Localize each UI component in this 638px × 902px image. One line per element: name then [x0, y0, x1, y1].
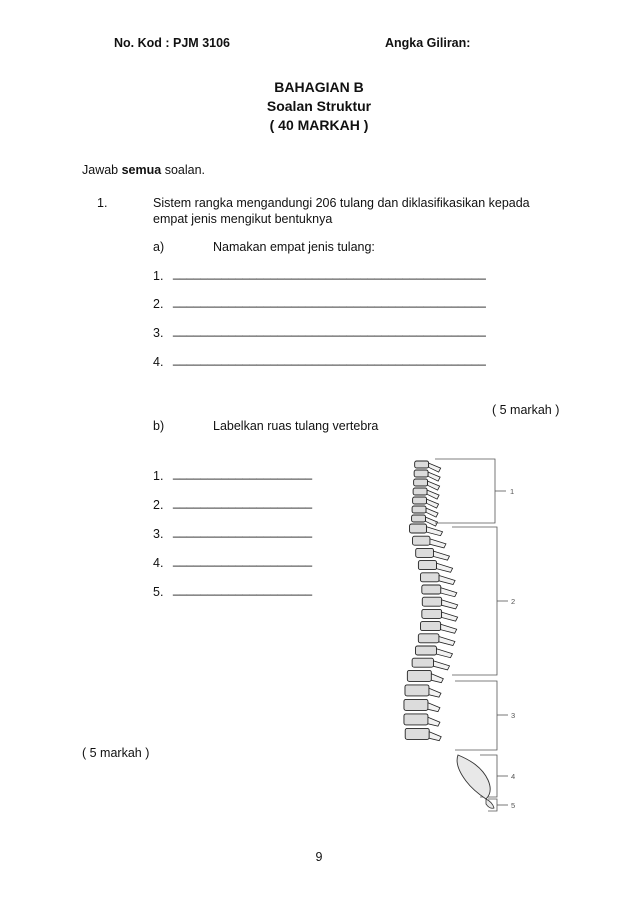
part-b-answer-num: 4.	[153, 556, 164, 570]
vertebra-body	[404, 714, 428, 725]
vertebra-body	[420, 622, 440, 631]
part-b-answer-num: 5.	[153, 585, 164, 599]
question-text-line1: Sistem rangka mengandungi 206 tulang dan diklasifikasikan kepada	[153, 196, 530, 210]
part-b-answer-num: 3.	[153, 527, 164, 541]
part-b-answer-line[interactable]: ____________________	[173, 466, 313, 480]
part-a-answer-num: 2.	[153, 297, 164, 311]
part-a-label: a)	[153, 240, 165, 254]
vertebra-body	[412, 658, 433, 667]
vertebra-spinous-process	[428, 717, 440, 726]
vertebra-spinous-process	[441, 624, 457, 633]
vertebra-body	[410, 524, 427, 533]
question-number: 1.	[97, 196, 108, 210]
vertebra-body	[414, 479, 428, 486]
vertebra-spinous-process	[431, 674, 443, 683]
part-b-answer-line[interactable]: ____________________	[173, 524, 313, 538]
vertebra-body	[418, 634, 439, 643]
vertebra-spinous-process	[429, 688, 441, 697]
region-label-1: 1	[510, 487, 515, 496]
vertebra-spinous-process	[428, 472, 440, 481]
region-label-3: 3	[511, 711, 516, 720]
part-b-answer-line[interactable]: ____________________	[173, 582, 313, 596]
vertebra-spinous-process	[428, 481, 440, 490]
bracket-thoracic	[452, 527, 497, 675]
region-labels	[510, 487, 515, 810]
vertebra-spinous-process	[427, 490, 439, 499]
part-b-answer-line[interactable]: ____________________	[173, 553, 313, 567]
vertebra-spinous-process	[426, 508, 438, 517]
vertebra-spinous-process	[429, 732, 441, 741]
part-a-answer-num: 1.	[153, 269, 164, 283]
vertebra-body	[420, 573, 439, 582]
angka-giliran-label: Angka Giliran:	[385, 36, 471, 50]
vertebra-spinous-process	[433, 551, 449, 560]
region-label-5: 5	[511, 801, 516, 810]
instruction	[82, 163, 205, 177]
sacrum	[457, 755, 490, 799]
part-a-answer-num: 4.	[153, 355, 164, 369]
section-title: BAHAGIAN B	[274, 79, 364, 95]
page-number: 9	[315, 850, 323, 864]
vertebra-body	[415, 461, 429, 468]
part-a-marks: ( 5 markah )	[492, 403, 560, 417]
vertebra-spinous-process	[437, 563, 453, 572]
part-a-answer-line[interactable]: _____________________________________________	[173, 294, 486, 308]
vertebra-spinous-process	[439, 576, 455, 585]
vertebra-body	[404, 699, 428, 710]
vertebra-body	[413, 497, 427, 504]
instruction-suffix: soalan.	[161, 163, 205, 177]
vertebra-body	[418, 561, 436, 570]
vertebra-spinous-process	[434, 661, 450, 670]
vertebra-body	[412, 515, 426, 522]
vertebra-spinous-process	[429, 463, 441, 472]
question-text-line2: empat jenis mengikut bentuknya	[153, 212, 333, 226]
vertebral-column-diagram	[400, 455, 540, 815]
bracket-cervical	[435, 459, 495, 523]
vertebra-body	[405, 728, 429, 739]
vertebra-spinous-process	[442, 600, 458, 609]
vertebra-body	[413, 488, 427, 495]
part-b-label: b)	[153, 419, 165, 433]
vertebra-body	[414, 470, 428, 477]
bracket-lumbar	[455, 681, 497, 750]
vertebrae	[404, 461, 458, 741]
part-b-answer-line[interactable]: ____________________	[173, 495, 313, 509]
coccyx	[486, 799, 494, 808]
vertebra-spinous-process	[427, 499, 439, 508]
vertebra-body	[422, 585, 441, 594]
part-b-answer-num: 2.	[153, 498, 164, 512]
vertebra-spinous-process	[426, 517, 438, 526]
section-marks: ( 40 MARKAH )	[269, 117, 369, 133]
vertebra-body	[415, 646, 436, 655]
region-label-2: 2	[511, 597, 516, 606]
part-b-text: Labelkan ruas tulang vertebra	[213, 419, 379, 433]
vertebra-spinous-process	[428, 703, 440, 712]
part-a-text: Namakan empat jenis tulang:	[213, 240, 375, 254]
vertebra-spinous-process	[427, 527, 443, 536]
vertebra-spinous-process	[439, 637, 455, 646]
instruction-prefix: Jawab	[82, 163, 122, 177]
vertebra-body	[422, 609, 442, 618]
vertebra-body	[412, 506, 426, 513]
vertebra-spinous-process	[430, 539, 446, 548]
part-a-answer-line[interactable]: _____________________________________________	[173, 352, 486, 366]
vertebra-body	[416, 548, 434, 557]
part-a-answer-line[interactable]: _____________________________________________	[173, 323, 486, 337]
instruction-emphasis: semua	[121, 163, 162, 177]
vertebra-spinous-process	[436, 649, 452, 658]
part-a-answer-line[interactable]: _____________________________________________	[173, 266, 486, 280]
vertebra-spinous-process	[442, 612, 458, 621]
vertebra-spinous-process	[441, 588, 457, 597]
part-a-answer-num: 3.	[153, 326, 164, 340]
vertebra-body	[422, 597, 441, 606]
vertebra-body	[405, 685, 429, 696]
region-label-4: 4	[511, 772, 516, 781]
part-b-marks: ( 5 markah )	[82, 746, 150, 760]
vertebra-body	[413, 536, 430, 545]
course-code: No. Kod : PJM 3106	[114, 36, 230, 50]
section-subtitle: Soalan Struktur	[266, 98, 372, 114]
part-b-answer-num: 1.	[153, 469, 164, 483]
region-brackets	[435, 459, 508, 811]
vertebra-body	[407, 670, 431, 681]
